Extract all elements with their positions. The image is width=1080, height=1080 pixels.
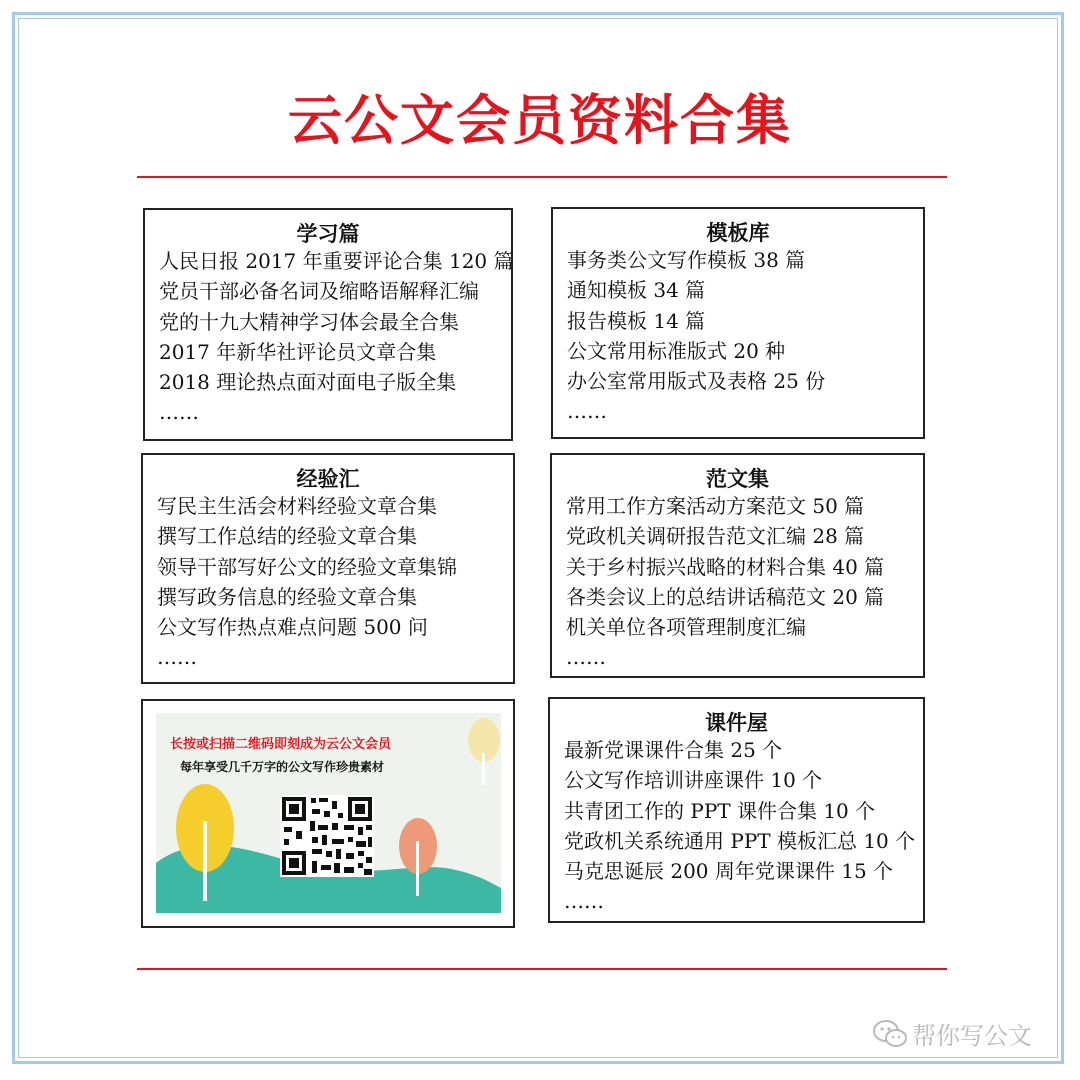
- list-item: 党政机关调研报告范文汇编 28 篇: [566, 524, 865, 549]
- list-item: 常用工作方案活动方案范文 50 篇: [566, 494, 865, 518]
- list-item: 公文写作培训讲座课件 10 个: [564, 768, 823, 793]
- list-item: 公文写作热点难点问题 500 问: [157, 615, 428, 640]
- section-kejian: [548, 697, 925, 923]
- list-item: 报告模板 14 篇: [567, 308, 706, 333]
- list-item: 2018 理论热点面对面电子版全集: [159, 370, 457, 395]
- list-item: ……: [567, 399, 607, 424]
- section-heading: 经验汇: [296, 467, 360, 491]
- list-item: 关于乡村振兴战略的材料合集 40 篇: [566, 554, 885, 579]
- promo-subline: 每年享受几千万字的公文写作珍贵素材: [180, 760, 385, 774]
- list-item: 撰写工作总结的经验文章合集: [157, 524, 417, 549]
- section-list: [143, 491, 513, 673]
- section-heading: 范文集: [706, 467, 769, 491]
- section-heading: 课件屋: [705, 711, 768, 735]
- section-heading: 学习篇: [296, 222, 360, 246]
- section-jingyan: [141, 453, 515, 684]
- list-item: 2017 年新华社评论员文章合集: [159, 339, 437, 364]
- promo-banner: [156, 713, 501, 913]
- list-item: 党员干部必备名词及缩略语解释汇编: [159, 279, 479, 304]
- section-fanwen: [550, 453, 925, 678]
- list-item: ……: [566, 645, 606, 670]
- list-item: 公文常用标准版式 20 种: [567, 338, 786, 363]
- list-item: 各类会议上的总结讲话稿范文 20 篇: [566, 584, 885, 609]
- list-item: 最新党课课件合集 25 个: [564, 738, 783, 762]
- section-muban: [551, 207, 925, 439]
- watermark-text: 帮你写公文: [912, 1022, 1032, 1050]
- list-item: 写民主生活会材料经验文章合集: [157, 494, 437, 518]
- qr-code-icon: [280, 795, 374, 877]
- watermark: [872, 1016, 1032, 1051]
- list-item: ……: [564, 889, 604, 914]
- promo-headline: 长按或扫描二维码即刻成为云公文会员: [170, 737, 392, 752]
- section-xuexi: [143, 208, 513, 441]
- section-list: [552, 491, 923, 673]
- section-list: [553, 245, 923, 427]
- list-item: 人民日报 2017 年重要评论合集 120 篇: [159, 249, 514, 273]
- section-list: [145, 246, 514, 428]
- list-item: 共青团工作的 PPT 课件合集 10 个: [564, 798, 876, 823]
- list-item: ……: [159, 400, 199, 425]
- list-item: 通知模板 34 篇: [567, 278, 706, 303]
- top-divider: [137, 176, 947, 178]
- wechat-icon: [872, 1019, 908, 1049]
- list-item: 事务类公文写作模板 38 篇: [567, 248, 806, 272]
- list-item: 马克思诞辰 200 周年党课课件 15 个: [564, 859, 894, 884]
- list-item: 机关单位各项管理制度汇编: [566, 615, 806, 640]
- bottom-divider: [137, 968, 947, 970]
- list-item: 党的十九大精神学习体会最全合集: [159, 309, 459, 334]
- list-item: 办公室常用版式及表格 25 份: [567, 369, 826, 394]
- list-item: 领导干部写好公文的经验文章集锦: [157, 554, 457, 579]
- list-item: 撰写政务信息的经验文章合集: [157, 584, 417, 609]
- page-title: 云公文会员资料合集: [288, 88, 792, 152]
- section-heading: 模板库: [706, 221, 770, 245]
- list-item: 党政机关系统通用 PPT 模板汇总 10 个: [564, 828, 916, 853]
- list-item: ……: [157, 645, 197, 670]
- section-list: [550, 735, 923, 917]
